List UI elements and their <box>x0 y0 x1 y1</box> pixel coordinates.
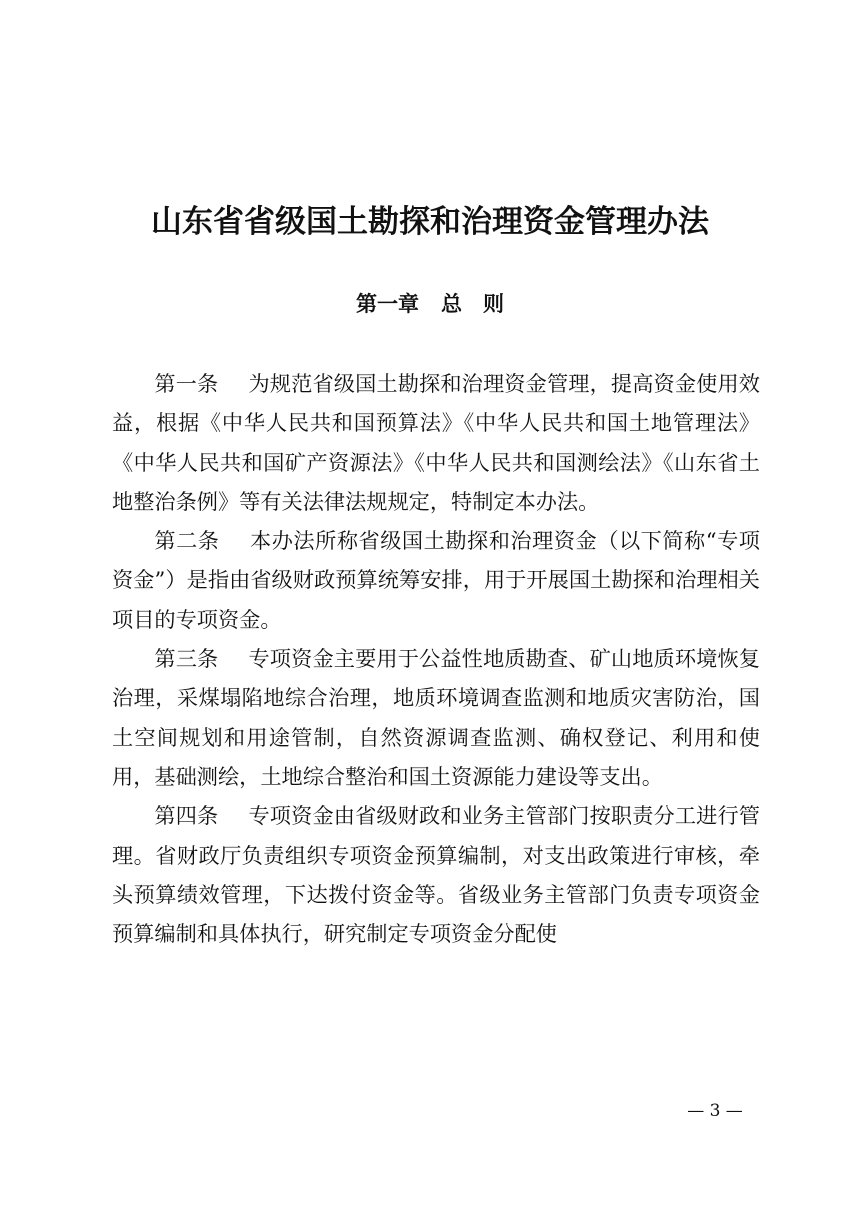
article-paragraph <box>112 639 760 796</box>
article-number: 第二条 <box>154 528 220 554</box>
chapter-name: 总 则 <box>441 292 504 316</box>
document-body <box>112 364 760 953</box>
document-title: 山东省省级国土勘探和治理资金管理办法 <box>151 204 709 240</box>
article-paragraph <box>112 364 760 521</box>
page-number: — 3 — <box>687 1101 743 1121</box>
article-number: 第一条 <box>154 371 219 396</box>
article-text: 专项资金主要用于公益性地质勘查、矿山地质环境恢复治理，采煤塌陷地综合治理，地质环境调查监测和地质灾害防治，国土空间规划和用途管制，自然资源调查监测、确权登记、利用和使用，基础测绘，土地综合整治和国土资源能力建设等支出。 <box>112 646 760 789</box>
chapter-heading <box>0 288 860 318</box>
article-paragraph <box>112 521 760 639</box>
article-text: 本办法所称省级国土勘探和治理资金（以下简称“专项资金”）是指由省级财政预算统筹安排，用于开展国土勘探和治理相关项目的专项资金。 <box>112 528 760 632</box>
article-number: 第四条 <box>154 803 219 829</box>
article-text: 专项资金由省级财政和业务主管部门按职责分工进行管理。省财政厅负责组织专项资金预算编制，对支出政策进行审核，牵头预算绩效管理，下达拨付资金等。省级业务主管部门负责专项资金预算编制和具体执行，研究制定专项资金分配使 <box>112 803 760 947</box>
article-paragraph <box>112 796 760 953</box>
article-number: 第三条 <box>154 646 219 672</box>
chapter-number: 第一章 <box>356 292 419 316</box>
article-text: 为规范省级国土勘探和治理资金管理，提高资金使用效益，根据《中华人民共和国预算法》《中华人民共和国土地管理法》《中华人民共和国矿产资源法》《中华人民共和国测绘法》《山东省土地整治条例》等有关法律法规规定，特制定本办法。 <box>112 371 760 514</box>
